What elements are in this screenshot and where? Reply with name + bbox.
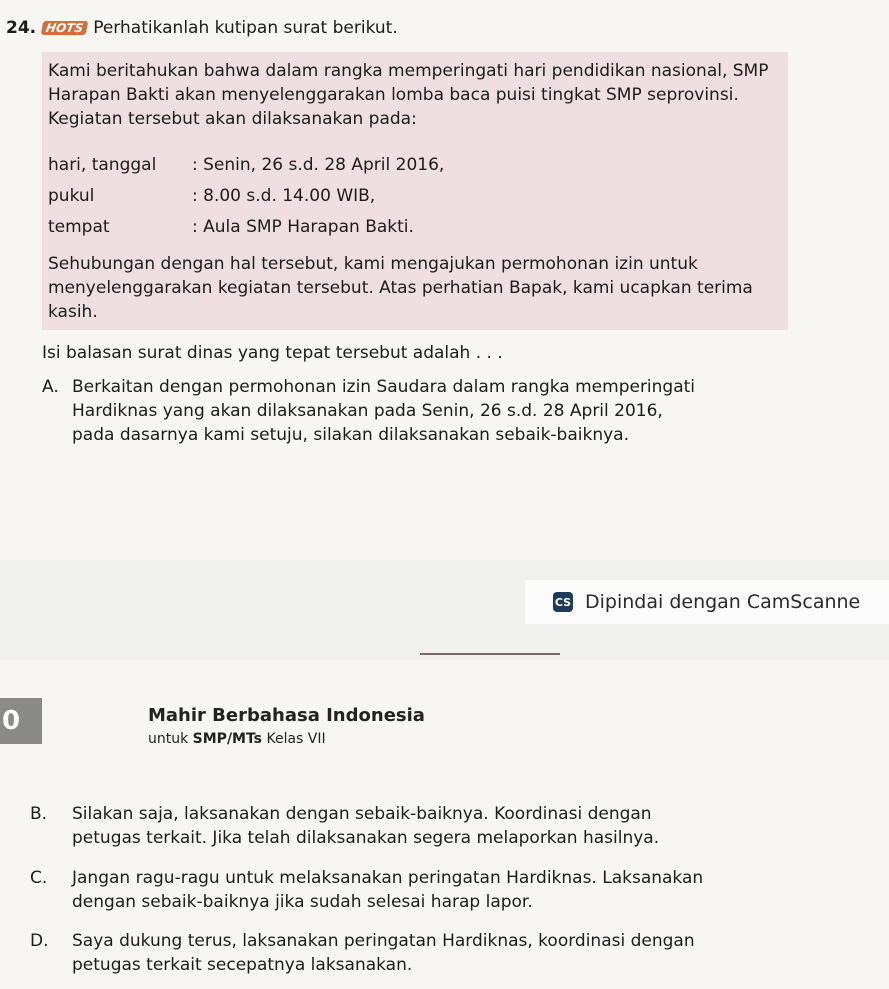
option-line: petugas terkait secepatnya laksanakan. xyxy=(72,955,413,975)
letter-row-date xyxy=(48,155,444,175)
camscanner-label: Dipindai dengan CamScanne xyxy=(585,591,861,613)
letter-excerpt xyxy=(42,52,788,330)
question-header xyxy=(6,18,398,38)
option-label: D. xyxy=(30,931,49,951)
book-subtitle-grade: Kelas VII xyxy=(262,731,326,747)
option-line: petugas terkait. Jika telah dilaksanakan segera melaporkan hasilnya. xyxy=(72,828,660,848)
letter-row-value: : 8.00 s.d. 14.00 WIB, xyxy=(192,186,376,206)
option-line: pada dasarnya kami setuju, silakan dilaksanakan sebaik-baiknya. xyxy=(72,425,629,445)
option-line: Saya dukung terus, laksanakan peringatan Hardiknas, koordinasi dengan xyxy=(72,931,695,951)
option-label: B. xyxy=(30,804,48,824)
option-text xyxy=(72,802,659,850)
book-title: Mahir Berbahasa Indonesia xyxy=(148,705,425,726)
hots-badge: HOTS xyxy=(41,21,89,35)
option-label: A. xyxy=(42,377,59,397)
book-subtitle-prefix: untuk xyxy=(148,731,193,747)
book-subtitle xyxy=(148,731,326,747)
option-line: Jangan ragu-ragu untuk melaksanakan peringatan Hardiknas. Laksanakan xyxy=(72,868,704,888)
question-instruction: Perhatikanlah kutipan surat berikut. xyxy=(93,18,398,38)
letter-row-key: tempat xyxy=(48,217,110,237)
letter-row-value: : Aula SMP Harapan Bakti. xyxy=(192,217,414,237)
option-b[interactable] xyxy=(30,802,830,854)
option-a[interactable] xyxy=(42,375,802,451)
option-d[interactable] xyxy=(30,929,830,981)
question-number: 24. xyxy=(6,18,37,38)
question-prompt: Isi balasan surat dinas yang tepat tersebut adalah . . . xyxy=(42,343,503,363)
camscanner-icon: CS xyxy=(553,592,573,612)
camscanner-watermark xyxy=(525,580,889,624)
option-line: Silakan saja, laksanakan dengan sebaik-baiknya. Koordinasi dengan xyxy=(72,804,652,824)
option-text xyxy=(72,866,703,914)
option-label: C. xyxy=(30,868,48,888)
option-text xyxy=(72,375,695,447)
book-subtitle-level: SMP/MTs xyxy=(192,731,263,747)
letter-paragraph-1: Kami beritahukan bahwa dalam rangka memperingati hari pendidikan nasional, SMP Harapan Bakti akan menyelenggarakan lomba baca puisi tingkat SMP seprovinsi. Kegiatan tersebut akan dilaksanakan pada: xyxy=(48,61,769,129)
letter-row-time xyxy=(48,186,375,206)
option-line: dengan sebaik-baiknya jika sudah selesai harap lapor. xyxy=(72,892,533,912)
letter-row-key: pukul xyxy=(48,186,95,206)
letter-paragraph-2: Sehubungan dengan hal tersebut, kami mengajukan permohonan izin untuk menyelenggarakan kegiatan tersebut. Atas perhatian Bapak, kami ucapkan terima kasih. xyxy=(48,254,753,322)
letter-row-value: : Senin, 26 s.d. 28 April 2016, xyxy=(192,155,445,175)
page-number-tab: 0 xyxy=(0,698,42,744)
page-edge-line xyxy=(420,653,560,655)
letter-row-key: hari, tanggal xyxy=(48,155,157,175)
letter-row-place xyxy=(48,217,414,237)
option-c[interactable] xyxy=(30,866,830,918)
option-line: Berkaitan dengan permohonan izin Saudara dalam rangka memperingati xyxy=(72,377,696,397)
option-text xyxy=(72,929,695,977)
option-line: Hardiknas yang akan dilaksanakan pada Senin, 26 s.d. 28 April 2016, xyxy=(72,401,663,421)
